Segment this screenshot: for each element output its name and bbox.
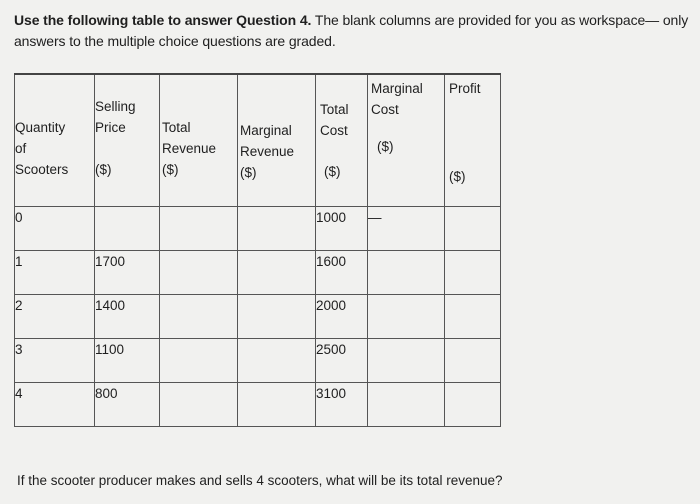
total-cost-cell: 3100 [316, 383, 368, 427]
selling-price-cell: 1700 [95, 251, 160, 295]
table-row [15, 339, 501, 383]
marginal-cost-cell [368, 251, 445, 295]
quantity-cell: 3 [15, 339, 95, 383]
header-marginal-revenue: Marginal Revenue ($) [238, 74, 316, 207]
marginal-revenue-cell [238, 383, 316, 427]
marginal-cost-cell [368, 295, 445, 339]
header-total-revenue: Total Revenue ($) [160, 74, 238, 207]
selling-price-cell: 1400 [95, 295, 160, 339]
total-cost-cell: 2000 [316, 295, 368, 339]
total-revenue-cell [160, 383, 238, 427]
header-marginal-cost: Marginal Cost ($) [368, 74, 445, 207]
total-revenue-cell [160, 251, 238, 295]
table-row [15, 207, 501, 251]
total-revenue-cell [160, 339, 238, 383]
profit-cell [445, 383, 501, 427]
table-row [15, 295, 501, 339]
table-row [15, 383, 501, 427]
quantity-cell: 2 [15, 295, 95, 339]
marginal-revenue-cell [238, 207, 316, 251]
marginal-revenue-cell [238, 295, 316, 339]
instructions-text: The blank columns are provided for you as workspace— only answers to the multiple choice questions are graded. [14, 12, 689, 49]
quantity-cell: 1 [15, 251, 95, 295]
header-quantity: Quantity of Scooters [15, 74, 95, 207]
selling-price-cell: 800 [95, 383, 160, 427]
profit-cell [445, 251, 501, 295]
marginal-cost-cell: — [368, 207, 445, 251]
total-cost-cell: 1600 [316, 251, 368, 295]
profit-cell [445, 295, 501, 339]
marginal-cost-cell [368, 383, 445, 427]
marginal-revenue-cell [238, 339, 316, 383]
header-row [15, 74, 501, 207]
header-selling-price: Selling Price ($) [95, 74, 160, 207]
total-revenue-cell [160, 207, 238, 251]
marginal-cost-cell [368, 339, 445, 383]
total-revenue-cell [160, 295, 238, 339]
scooter-table [14, 73, 501, 427]
instructions [14, 10, 694, 52]
marginal-revenue-cell [238, 251, 316, 295]
total-cost-cell: 2500 [316, 339, 368, 383]
header-profit: Profit ($) [445, 74, 501, 207]
quantity-cell: 4 [15, 383, 95, 427]
question-text: If the scooter producer makes and sells 4 scooters, what will be its total revenue? [17, 473, 503, 488]
table-row [15, 251, 501, 295]
selling-price-cell [95, 207, 160, 251]
total-cost-cell: 1000 [316, 207, 368, 251]
profit-cell [445, 207, 501, 251]
instructions-bold: Use the following table to answer Question 4. [14, 12, 312, 28]
header-total-cost: Total Cost ($) [316, 74, 368, 207]
quantity-cell: 0 [15, 207, 95, 251]
profit-cell [445, 339, 501, 383]
selling-price-cell: 1100 [95, 339, 160, 383]
